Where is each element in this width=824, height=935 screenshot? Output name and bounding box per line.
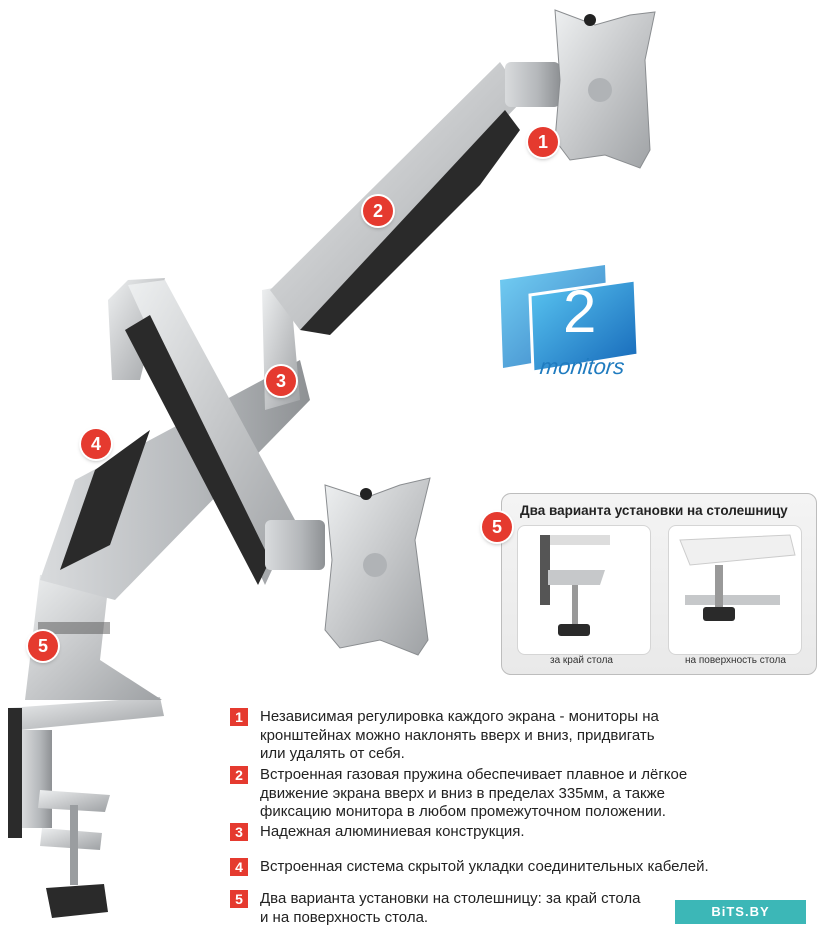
feature-number: 3 [230,823,248,841]
feature-text: Независимая регулировка каждого экрана - мониторы на кронштейнах можно наклонять вверх и вниз, придвигать или удалять от себя. [260,708,659,762]
marker-2: 2 [363,196,393,226]
vesa-plate-top [555,10,655,168]
panel-marker-5: 5 [482,512,512,542]
badge-label: monitors [538,354,626,379]
desk-clamp [8,697,164,918]
feature-item [230,823,810,847]
feature-item [230,766,810,826]
panel-caption-surface: на поверхность стола [685,655,786,666]
feature-text: Встроенная газовая пружина обеспечивает плавное и лёгкое движение экрана вверх и вниз в пределах 335мм, а также фиксацию монитора в любом промежуточном положении. [260,766,688,820]
marker-5: 5 [28,631,58,661]
feature-text: Два варианта установки на столешницу: за край стола и на поверхность стола. [260,890,641,926]
feature-text: Надежная алюминиевая конструкция. [260,823,525,840]
feature-item [230,708,810,768]
watermark-logo: BiTS.BY [675,900,806,924]
vesa-plate-bottom [325,478,430,655]
feature-number: 2 [230,766,248,784]
feature-text: Встроенная система скрытой укладки соединительных кабелей. [260,858,709,875]
panel-title: Два варианта установки на столешницу [520,503,788,518]
marker-1: 1 [528,127,558,157]
panel-card-surface [668,525,802,655]
feature-number: 1 [230,708,248,726]
feature-number: 4 [230,858,248,876]
marker-4: 4 [81,429,111,459]
panel-card-edge [517,525,651,655]
feature-number: 5 [230,890,248,908]
badge-number: 2 [563,278,597,345]
marker-3: 3 [266,366,296,396]
feature-item [230,858,810,882]
panel-caption-edge: за край стола [550,655,613,666]
